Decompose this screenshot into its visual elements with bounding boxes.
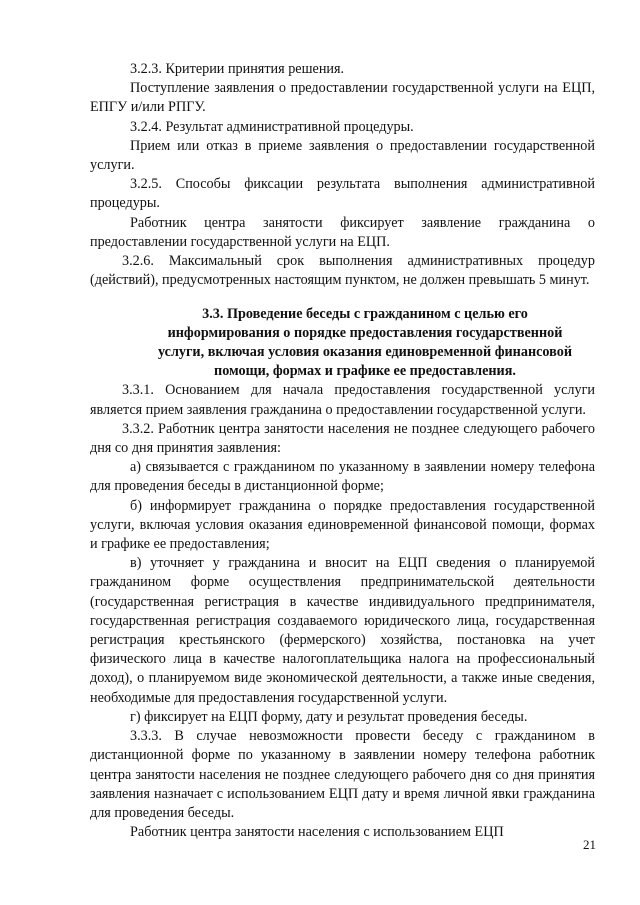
paragraph-3-2-6: 3.2.6. Максимальный срок выполнения административных процедур (действий), предусмотренных настоящим пунктом, не должен превышать 5 минут. — [90, 253, 595, 289]
page-number: 21 — [583, 837, 596, 852]
paragraph-3-2-3: 3.2.3. Критерии принятия решения. — [130, 61, 345, 77]
list-item-g: г) фиксирует на ЕЦП форму, дату и результат проведения беседы. — [130, 708, 528, 725]
paragraph-result-text: Прием или отказ в приеме заявления о предоставлении государственной услуги. — [90, 137, 595, 174]
list-item-a: а) связывается с гражданином по указанному в заявлении номеру телефона для проведения беседы в дистанционной форме; — [90, 459, 595, 495]
paragraph-3-3-1: 3.3.1. Основанием для начала предоставления государственной услуги является прием заявления гражданина о предоставлении государственной услуги. — [90, 382, 595, 418]
paragraph-criteria-text: Поступление заявления о предоставлении государственной услуги на ЕЦП, ЕПГУ и/или РПГУ. — [90, 80, 595, 116]
paragraph-3-3-3: 3.3.3. В случае невозможности провести беседу с гражданином в дистанционной форме по указанному в заявлении номеру телефона работник центра занятости населения не позднее следующего рабочего дня со дня принятия заявления назначает с использованием ЕЦП дату и время личной явки гражданина для проведения беседы. — [90, 728, 595, 821]
section-heading-3-3: 3.3. Проведение беседы с гражданином с целью его информирования о порядке предоставления государственной услуги, включая условия оказания единовременной финансовой помощи, формах и графике ее предоставления. — [157, 306, 572, 380]
paragraph-fixation-text: Работник центра занятости фиксирует заявление гражданина о предоставлении государственной услуги на ЕЦП. — [90, 214, 595, 250]
document-page — [90, 60, 595, 842]
list-item-v: в) уточняет у гражданина и вносит на ЕЦП сведения о планируемой гражданином форме осуществления предпринимательской деятельности (государственная регистрация в качестве индивидуального предпринимателя, государственная регистрация создаваемого юридического лица, государственная регистрация крестьянского (фермерского) хозяйства, постановка на учет физического лица в качестве налогоплательщика налога на профессиональный доход), о планируемом виде экономической деятельности, а также иные сведения, необходимые для предоставления государственной услуги. — [90, 555, 595, 706]
paragraph-3-2-5: 3.2.5. Способы фиксации результата выполнения административной процедуры. — [90, 176, 595, 212]
paragraph-worker-text: Работник центра занятости населения с использованием ЕЦП — [130, 824, 504, 841]
list-item-b: б) информирует гражданина о порядке предоставления государственной услуги, включая условия оказания единовременной финансовой помощи, формах и графике ее предоставления; — [90, 497, 595, 553]
paragraph-3-3-2: 3.3.2. Работник центра занятости населения не позднее следующего рабочего дня со дня принятия заявления: — [90, 420, 595, 457]
paragraph-3-2-4: 3.2.4. Результат административной процедуры. — [130, 118, 414, 135]
